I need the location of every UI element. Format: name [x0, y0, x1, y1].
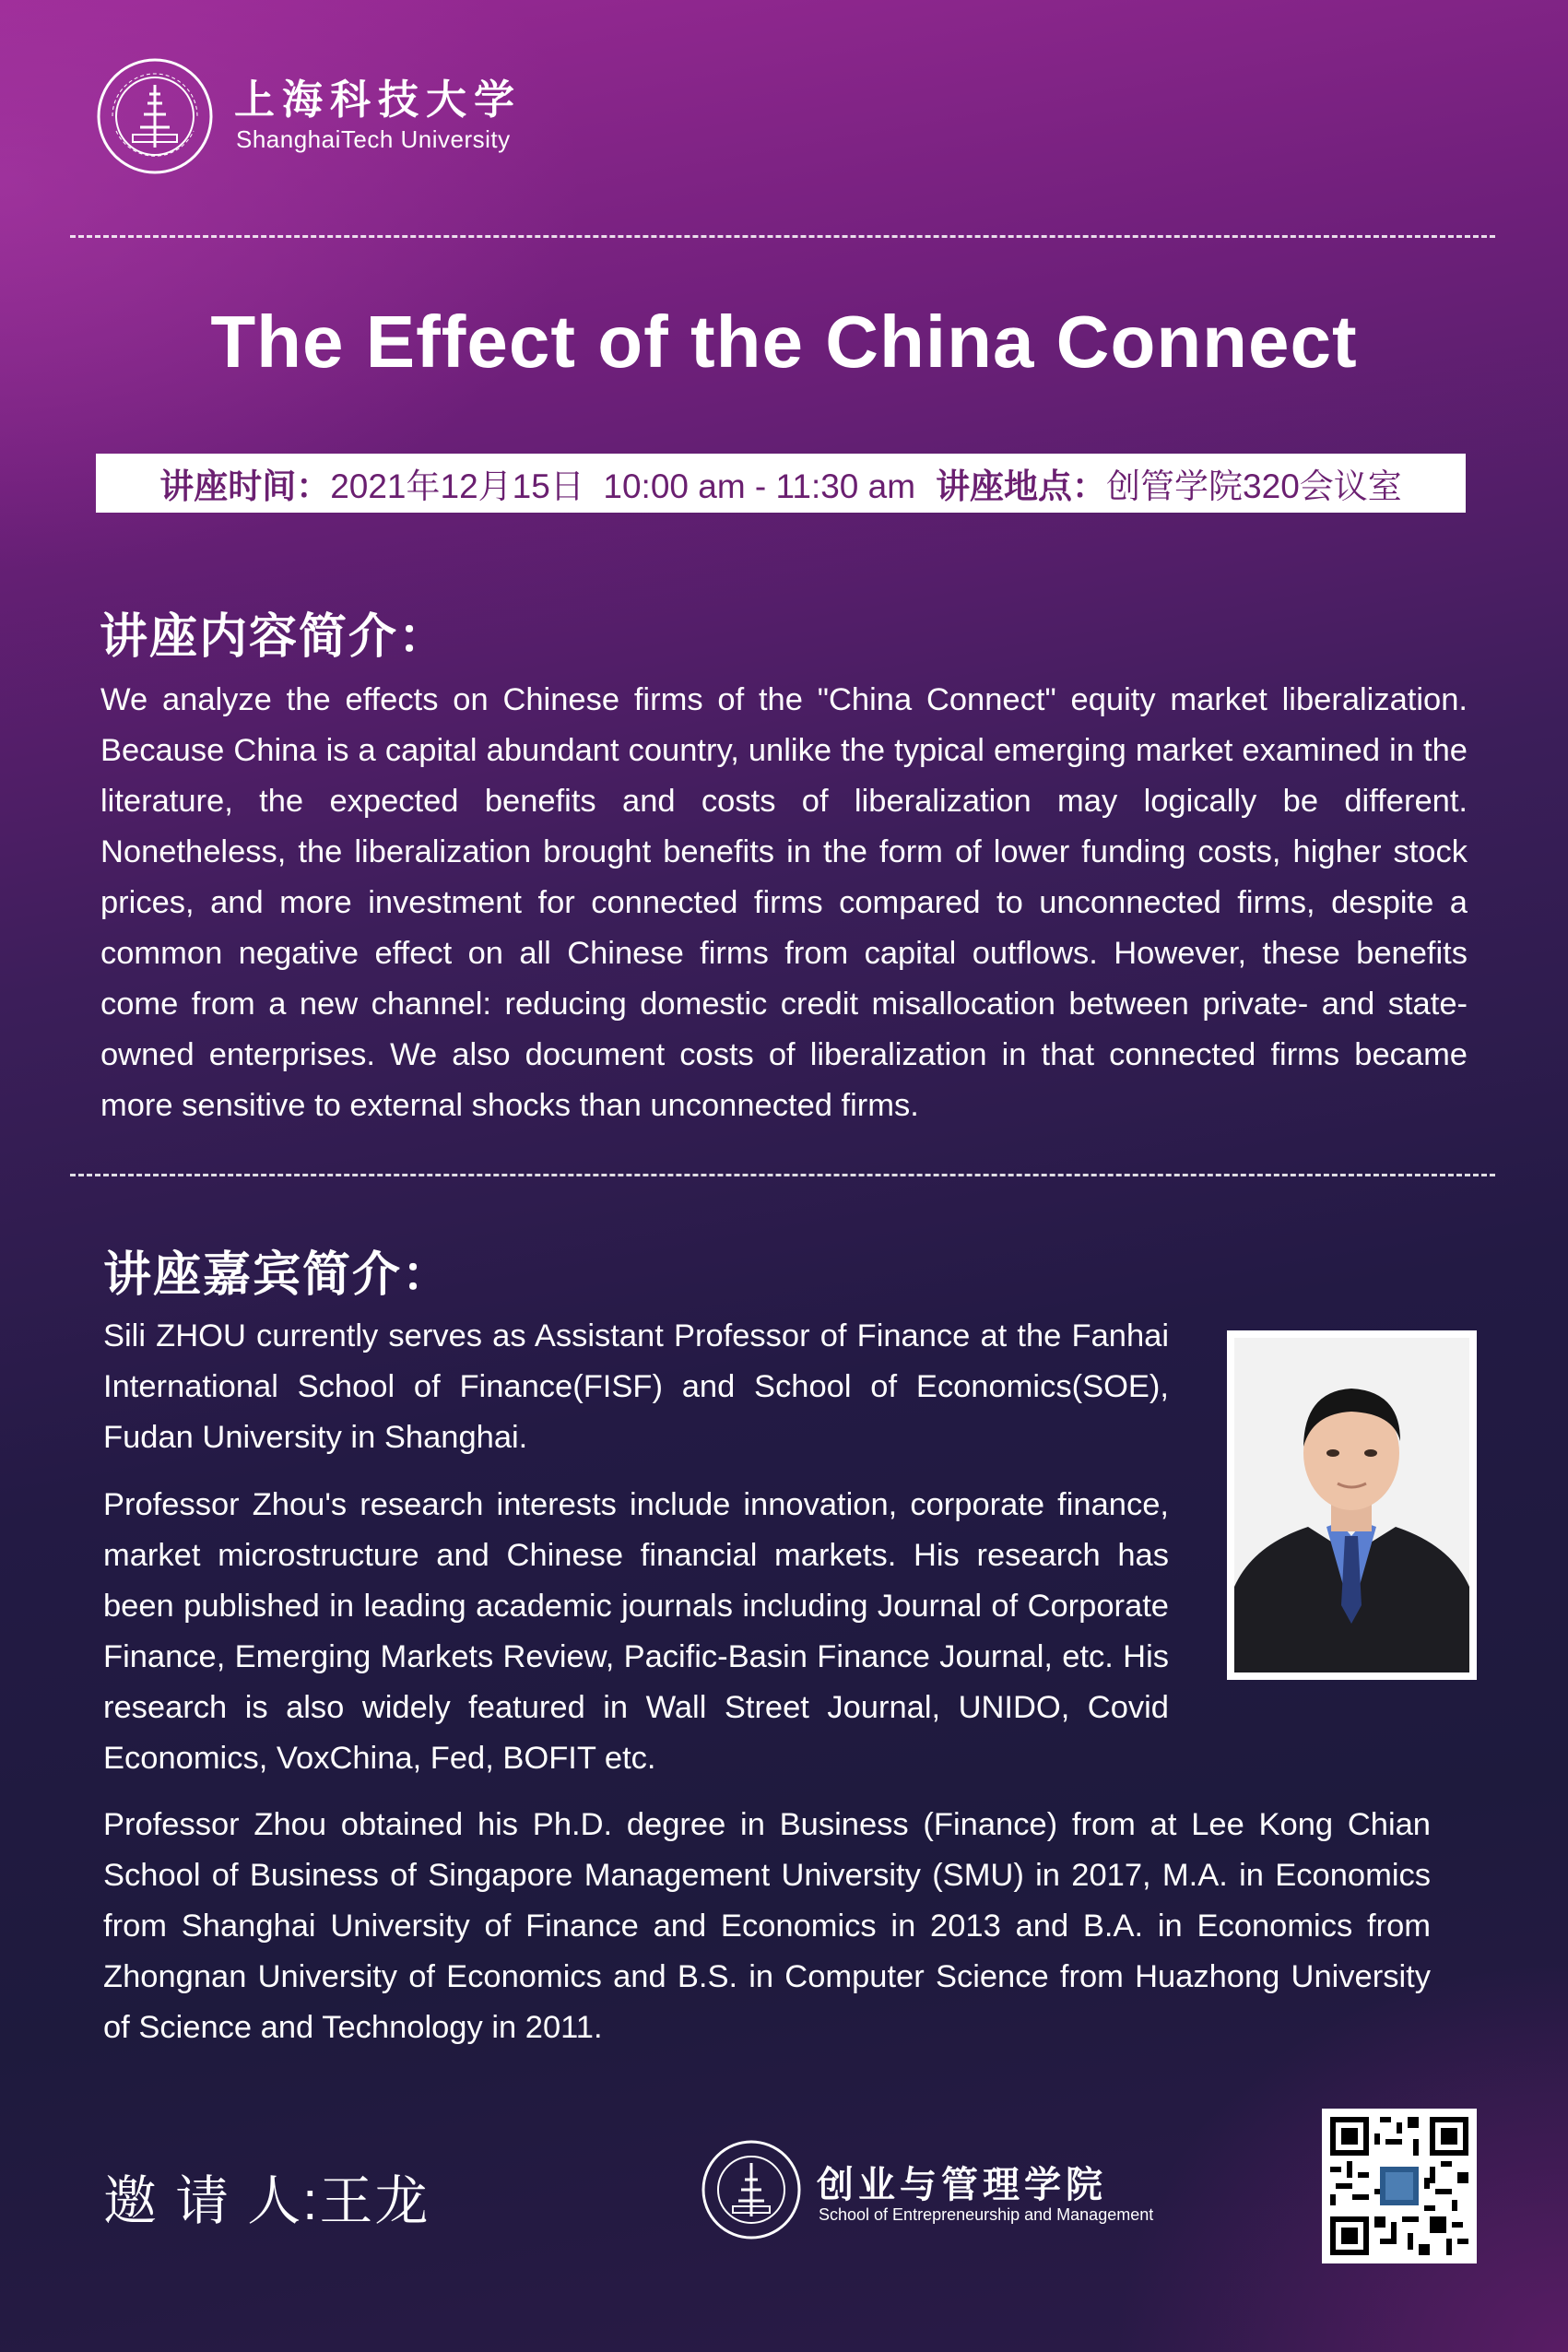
university-seal-icon	[96, 57, 214, 175]
school-name-cn: 创业与管理学院	[817, 2165, 1107, 2205]
university-name-en: ShanghaiTech University	[236, 125, 511, 153]
divider-top	[70, 235, 1495, 238]
speaker-photo	[1227, 1330, 1477, 1680]
lecture-title: The Effect of the China Connect	[210, 301, 1358, 383]
place-label: 讲座地点：	[936, 467, 1107, 505]
speaker-bio-2: Professor Zhou's research interests include innovation, corporate finance, market microstructure and Chinese financial markets. His research has been published in leading academic journals including Journal of Corporate Finance, Emerging Markets Review, Pacific-Basin Finance Journal, etc. His research is also widely featured in Wall Street Journal, UNIDO, Covid Economics, VoxChina, Fed, BOFIT etc.	[103, 1487, 1169, 1776]
school-seal-icon	[701, 2139, 802, 2240]
divider-middle	[70, 1174, 1495, 1176]
university-name-cn: 上海科技大学	[234, 77, 522, 124]
speaker-bio-1: Sili ZHOU currently serves as Assistant Professor of Finance at the Fanhai International School of Finance(FISF) and School of Economics(SOE), Fudan University in Shanghai.	[103, 1318, 1169, 1455]
qr-code-icon	[1322, 2109, 1477, 2263]
time-value: 2021年12月15日 10:00 am - 11:30 am	[330, 467, 916, 505]
school-name-en: School of Entrepreneurship and Management	[819, 2205, 1154, 2224]
abstract-text: We analyze the effects on Chinese firms of the "China Connect" equity market liberalization. Because China is a capital abundant country, unlike the typical emerging market examined in the literature, the expected benefits and costs of liberalization may logically be different. Nonetheless, the liberalization brought benefits in the form of lower funding costs, higher stock prices, and more investment for connected firms compared to unconnected firms, despite a common negative effect on all Chinese firms from capital outflows. However, these benefits come from a new channel: reducing domestic credit misallocation between private- and state-owned enterprises. We also document costs of liberalization in that connected firms became more sensitive to external shocks than unconnected firms.	[100, 682, 1468, 1123]
speaker-heading: 讲座嘉宾简介：	[103, 1248, 453, 1302]
abstract-heading: 讲座内容简介：	[100, 610, 449, 664]
speaker-bio-3: Professor Zhou obtained his Ph.D. degree in Business (Finance) from at Lee Kong Chian School of Business of Singapore Management University (SMU) in 2017, M.A. in Economics from Shanghai University of Finance and Economics in 2013 and B.A. in Economics from Zhongnan University of Economics and B.S. in Computer Science from Huazhong University of Science and Technology in 2011.	[103, 1807, 1431, 2045]
time-label: 讲座时间：	[159, 467, 331, 505]
place-value: 创管学院320会议室	[1106, 467, 1402, 505]
inviter: 邀 请 人:王龙	[103, 2171, 430, 2231]
info-bar	[96, 454, 1466, 513]
